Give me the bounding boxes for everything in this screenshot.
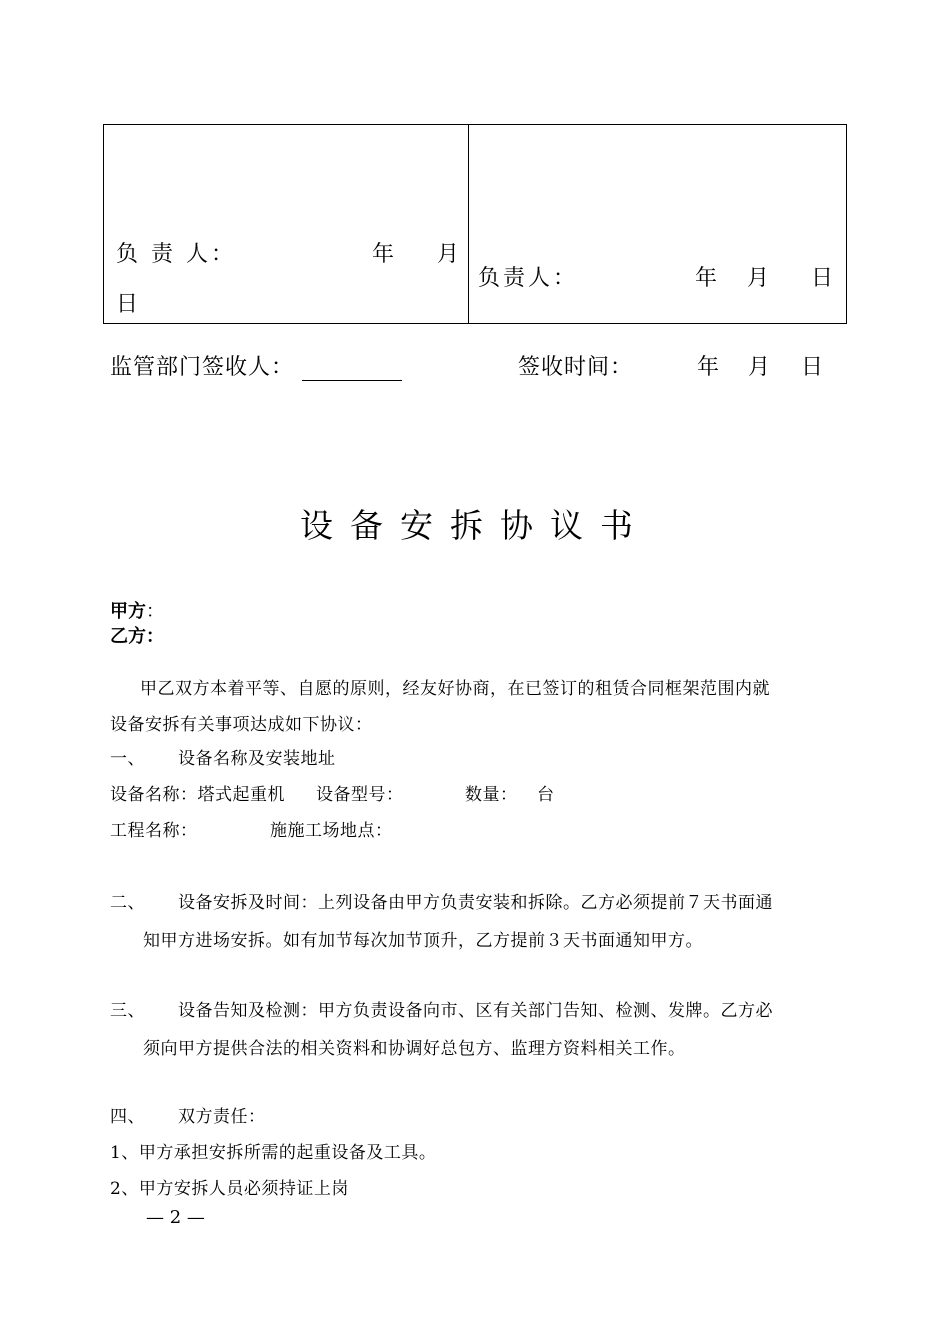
section-4-heading: 双方责任： [178, 1107, 266, 1127]
party-b-row [110, 622, 164, 648]
project-name-field: 工程名称： [110, 821, 198, 841]
section-1-heading: 设备名称及安装地址 [178, 749, 336, 769]
section-3-line-1: 设备告知及检测：甲方负责设备向市、区有关部门告知、检测、发牌。乙方必 [178, 1001, 773, 1021]
section-4-number: 四、 [110, 1107, 145, 1127]
intro-line-2: 设备安拆有关事项达成如下协议： [110, 715, 373, 735]
party-b-label: 乙方： [110, 626, 164, 647]
party-a-colon: ： [146, 601, 164, 622]
section-2-line-1: 设备安拆及时间：上列设备由甲方负责安装和拆除。乙方必须提前７天书面通 [178, 893, 773, 913]
section-3-number: 三、 [110, 1001, 145, 1021]
month-label-left: 月 [437, 242, 463, 267]
section-4-item-2: 2、甲方安拆人员必须持证上岗 [110, 1179, 349, 1199]
equipment-name-field: 设备名称：塔式起重机 [110, 785, 285, 805]
receipt-year-label: 年 [697, 355, 721, 380]
document-title: 设备安拆协议书 [300, 506, 650, 545]
year-label-right: 年 [695, 266, 721, 291]
receiver-signature-blank [302, 356, 402, 381]
receipt-month-label: 月 [748, 355, 772, 380]
quantity-field: 数量： [465, 785, 518, 805]
quantity-unit: 台 [537, 785, 555, 805]
equipment-model-field: 设备型号： [316, 785, 404, 805]
section-4-item-1: 1、甲方承担安拆所需的起重设备及工具。 [110, 1143, 437, 1163]
receiver-row [110, 350, 402, 381]
party-a-label: 甲方 [110, 601, 146, 622]
receipt-day-label: 日 [801, 355, 825, 380]
site-location-field: 施施工场地点： [270, 821, 393, 841]
party-a-row [110, 597, 164, 623]
signature-table [103, 124, 847, 324]
section-2-number: 二、 [110, 893, 145, 913]
day-label-right: 日 [811, 266, 837, 291]
receiver-label: 监管部门签收人： [110, 355, 295, 380]
signature-cell-left [104, 125, 469, 323]
intro-line-1: 甲乙双方本着平等、自愿的原则，经友好协商，在已签订的租赁合同框架范围内就 [140, 679, 770, 699]
page-number: — 2 — [146, 1207, 205, 1228]
section-2-line-2: 知甲方进场安拆。如有加节每次加节顶升，乙方提前３天书面通知甲方。 [143, 931, 703, 951]
section-3-line-2: 须向甲方提供合法的相关资料和协调好总包方、监理方资料相关工作。 [143, 1039, 686, 1059]
month-label-right: 月 [747, 266, 773, 291]
section-1-number: 一、 [110, 749, 145, 769]
responsible-label-right: 负责人： [478, 266, 579, 291]
year-label-left: 年 [372, 242, 398, 267]
responsible-label-left: 负 责 人： [116, 242, 236, 267]
receipt-time-label: 签收时间： [518, 355, 634, 380]
day-label-left: 日 [116, 292, 142, 317]
signature-cell-right [469, 125, 846, 323]
